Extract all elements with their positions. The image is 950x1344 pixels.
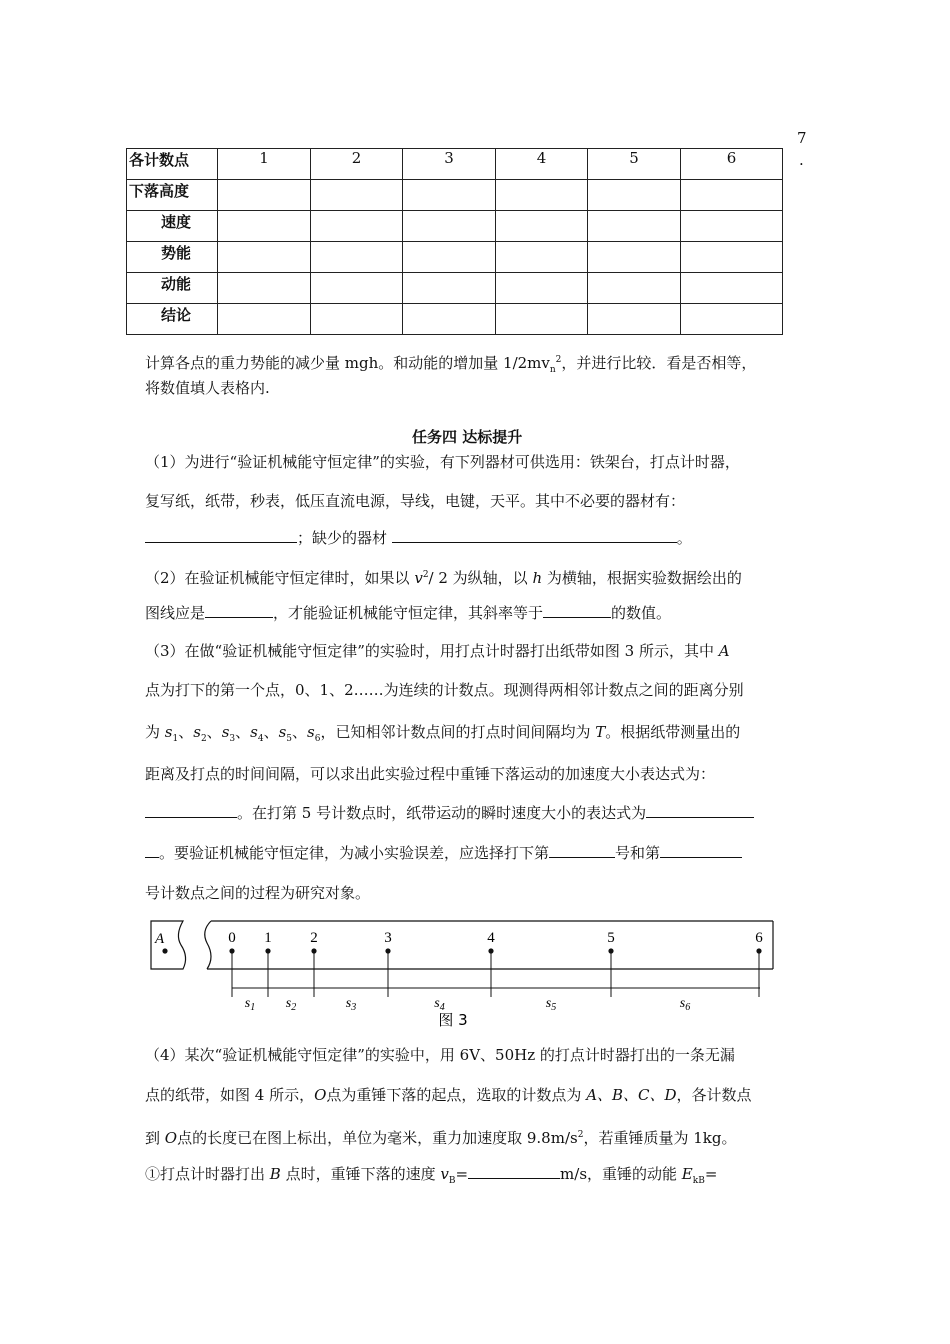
tape-point-label: 3 (384, 930, 392, 946)
q3-line5: 。在打第 5 号计数点时，纸带运动的瞬时速度大小的表达式为 (145, 803, 754, 823)
table-row (127, 273, 783, 304)
table-col-header: 5 (588, 149, 681, 180)
table-header-label: 各计数点 (127, 149, 218, 180)
q3-line6: 。要验证机械能守恒定律，为减小实验误差，应选择打下第 号和第 (145, 843, 742, 863)
row-label-kinetic: 动能 (127, 273, 218, 304)
tape-point-label: 1 (264, 930, 272, 946)
table-header-row (127, 149, 783, 180)
figure-3-tape (145, 915, 785, 1035)
q4-line3: 到 O点的长度已在图上标出，单位为毫米，重力加速度取 $9.8m/s^2$，若重锤质量为 1kg。 (145, 1129, 737, 1147)
answer-blank[interactable] (543, 603, 611, 618)
answer-blank[interactable] (660, 843, 742, 858)
tape-point-A-label: A (155, 931, 165, 947)
segment-label: $s_6$ (679, 996, 691, 1013)
data-table (126, 148, 783, 335)
calc-paragraph-line2: 将数值填人表格内. (145, 379, 270, 397)
table-row (127, 242, 783, 273)
figure-3-caption: 图 3 (438, 1011, 468, 1029)
q3-line2: 点为打下的第一个点，0、1、2……为连续的计数点。现测得两相邻计数点之间的距离分别 (145, 681, 744, 699)
q3-line7: 号计数点之间的过程为研究对象。 (145, 884, 371, 902)
q3-line1: （3）在做“验证机械能守恒定律”的实验时，用打点计时器打出纸带如图 3 所示，其中 A (145, 642, 730, 660)
row-label-speed: 速度 (127, 211, 218, 242)
answer-blank[interactable] (646, 803, 754, 818)
answer-blank[interactable] (392, 528, 677, 543)
q4-line2: 点的纸带，如图 4 所示，O点为重锤下落的起点，选取的计数点为 A、B、C、D，各计数点 (145, 1086, 752, 1104)
table-row (127, 180, 783, 211)
table-row (127, 211, 783, 242)
table-col-header: 3 (403, 149, 496, 180)
q3-line3: 为 $s_1$、$s_2$、$s_3$、$s_4$、$s_5$、$s_6$，已知相邻计数点间的打点时间间隔均为 T。根据纸带测量出的 (145, 723, 741, 744)
calc-paragraph-line1: 计算各点的重力势能的减少量 mgh。和动能的增加量 $1/2mv_n^2$，并进行比较．看是否相等， (145, 354, 757, 375)
tape-point-label: 6 (755, 930, 763, 946)
q4-line4: ①打点计时器打出 B 点时，重锤下落的速度 $v_B= m/s$，重锤的动能 $E_{kB}=$ (145, 1165, 718, 1186)
section-title: 任务四 达标提升 (412, 428, 523, 446)
q1-line3: ；缺少的器材 。 (145, 528, 692, 548)
row-label-height: 下落高度 (127, 180, 218, 211)
answer-blank[interactable] (468, 1164, 560, 1179)
table-row (127, 304, 783, 335)
table-col-header: 2 (311, 149, 403, 180)
row-label-potential: 势能 (127, 242, 218, 273)
table-col-header: 1 (218, 149, 311, 180)
answer-blank[interactable] (145, 843, 159, 858)
q4-line1: （4）某次“验证机械能守恒定律”的实验中，用 6V、50Hz 的打点计时器打出的一条无漏 (145, 1046, 735, 1064)
tape-point-label: 5 (607, 930, 615, 946)
q1-line2: 复写纸，纸带，秒表，低压直流电源，导线，电键，天平。其中不必要的器材有： (145, 492, 686, 510)
page-number-dot: . (799, 151, 804, 169)
q2-line1: （2）在验证机械能守恒定律时，如果以 $v^2/$ 2 为纵轴，以 h 为横轴，根据实验数据绘出的 (145, 569, 742, 587)
table-col-header: 4 (496, 149, 588, 180)
answer-blank[interactable] (145, 528, 297, 543)
tape-tear-edge (205, 921, 211, 969)
segment-label: $s_4$ (434, 996, 445, 1013)
segment-label: $s_1$ (244, 996, 256, 1013)
table-col-header: 6 (681, 149, 783, 180)
tape-point-A (162, 948, 167, 953)
answer-blank[interactable] (145, 803, 237, 818)
tape-point-label: 4 (487, 930, 495, 946)
page-number: 7 (797, 129, 807, 147)
q3-line4: 距离及打点的时间间隔，可以求出此实验过程中重锤下落运动的加速度大小表达式为： (145, 765, 716, 783)
row-label-conclusion: 结论 (127, 304, 218, 335)
answer-blank[interactable] (205, 603, 273, 618)
q2-line2: 图线应是 ，才能验证机械能守恒定律，其斜率等于 的数值。 (145, 604, 672, 622)
segment-label: $s_5$ (545, 996, 557, 1013)
q1-line1: （1）为进行“验证机械能守恒定律”的实验，有下列器材可供选用：铁架台，打点计时器， (145, 453, 740, 471)
tape-point-label: 0 (228, 930, 236, 946)
segment-label: $s_2$ (285, 996, 297, 1013)
segment-label: $s_3$ (345, 996, 357, 1013)
tape-point-label: 2 (310, 930, 318, 946)
answer-blank[interactable] (549, 843, 615, 858)
